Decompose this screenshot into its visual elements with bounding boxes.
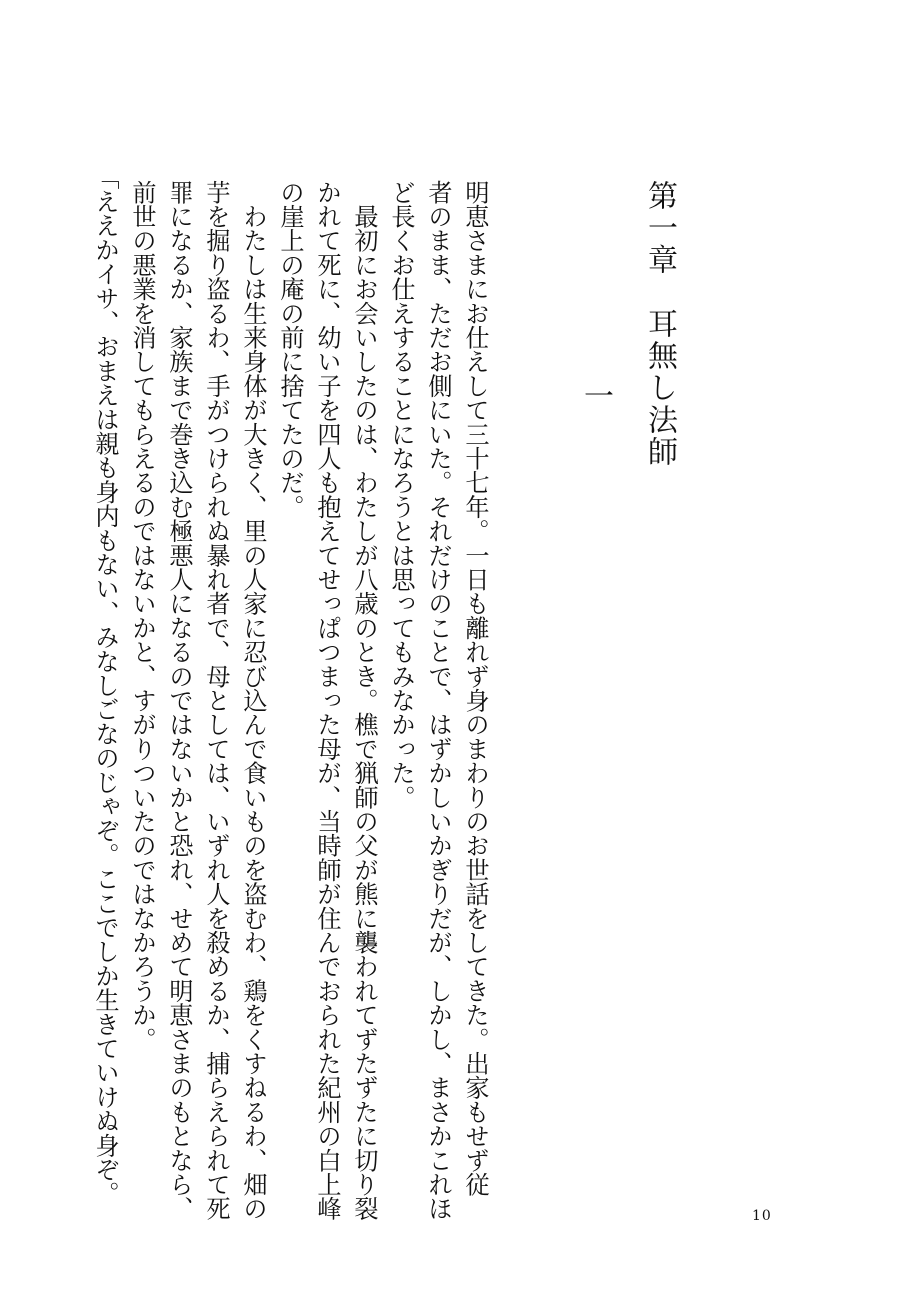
text-line: 前世の悪業を消してもらえるのではないかと、すがりついたのではなかろうか。 (128, 180, 156, 1052)
text-line: 罪になるか、家族まで巻き込む極悪人になるのではないかと恐れ、せめて明恵さまのもとなら、 (165, 180, 193, 1221)
text-line: ど長くお仕えすることになろうとは思ってもみなかった。 (387, 180, 415, 810)
page-number: 10 (752, 1208, 772, 1224)
section-number: 一 (578, 380, 613, 410)
text-line: 芋を掘り盗るわ、手がつけられぬ暴れ者で、母としては、いずれ人を殺めるか、捕らえられて死 (202, 180, 230, 1221)
text-line: の崖上の庵の前に捨てたのだ。 (276, 180, 304, 519)
text-line: 「ええかイサ、おまえは親も身内もない、みなしごなのじゃぞ。ここでしか生きていけぬ身ぞ。 (91, 165, 119, 1206)
text-line: わたしは生来身体が大きく、里の人家に忍び込んで食いものを盗むわ、鶏をくすねるわ、畑の (239, 180, 267, 1221)
text-line: かれて死に、幼い子を四人も抱えてせっぱつまった母が、当時師が住んでおられた紀州の白上峰 (313, 180, 341, 1221)
text-line: 最初にお会いしたのは、わたしが八歳のとき。樵で猟師の父が熊に襲われてずたずたに切り裂 (350, 180, 378, 1221)
chapter-title: 第一章 耳無し法師 (642, 180, 677, 468)
text-line: 者のまま、ただお側にいた。それだけのことで、はずかしいかぎりだが、しかし、まさかこれほ (424, 180, 452, 1221)
text-line: 明恵さまにお仕えして三十七年。一日も離れず身のまわりのお世話をしてきた。出家もせず従 (461, 180, 489, 1197)
